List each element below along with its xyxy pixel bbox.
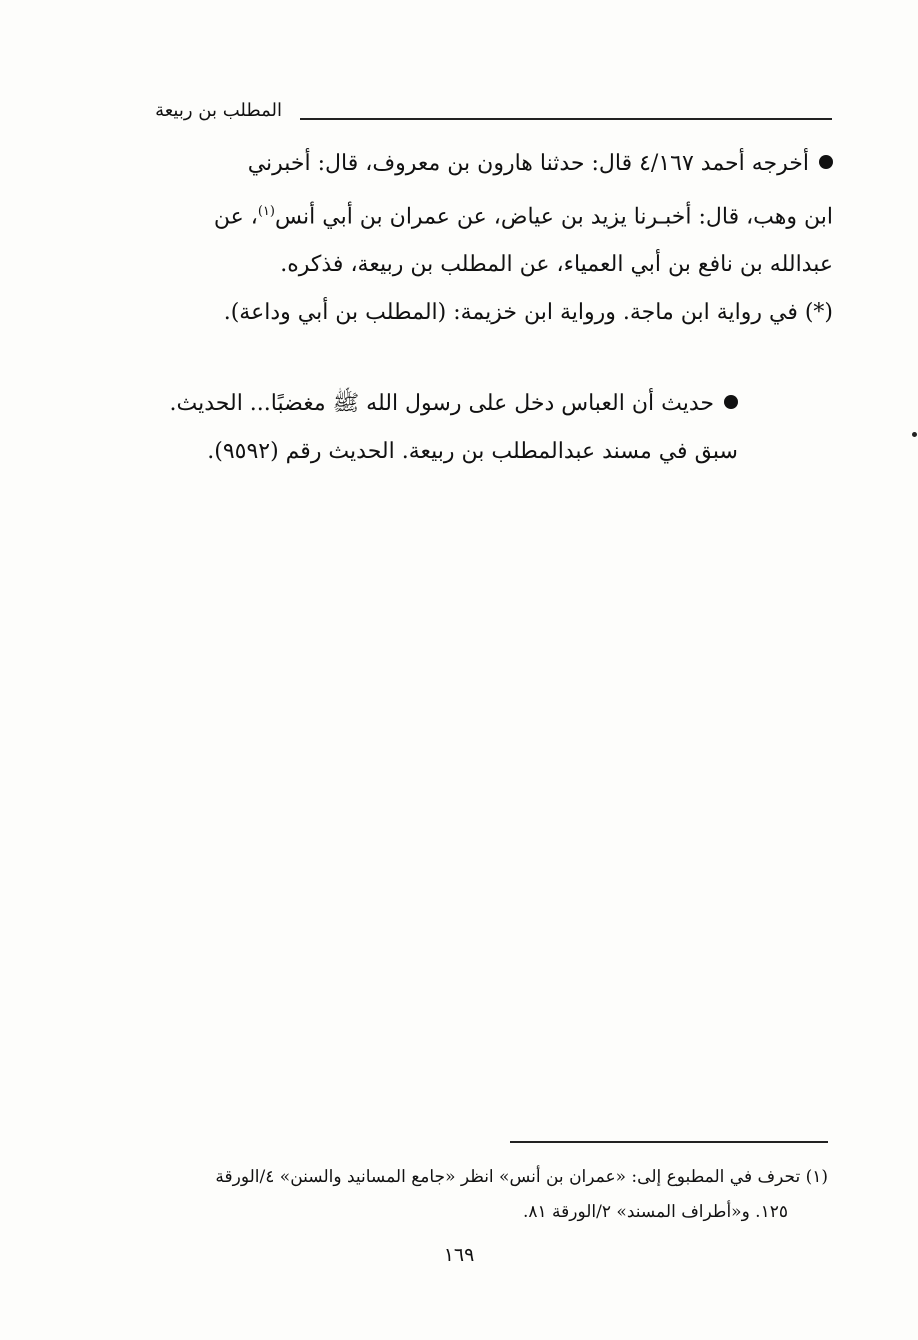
entry-1-note (138, 289, 833, 337)
entry-1-note-text: (*) في رواية ابن ماجة. ورواية ابن خزيمة: (المطلب بن أبي وداعة). (223, 300, 833, 326)
bullet-icon (724, 395, 738, 409)
footnote-rule (510, 1141, 828, 1143)
page-number: ١٦٩ (443, 1244, 475, 1266)
hadith-entry-1 (138, 140, 833, 337)
entry-1-line-3 (138, 241, 833, 289)
entry-2-line-1-text: حديث أن العباس دخل على رسول الله ﷺ مغضبًا... الحديث. (169, 391, 714, 416)
entry-1-line-2-text: ابن وهب، قال: أخبـرنا يزيد بن عياض، عن عمران بن أبي أنس (274, 204, 833, 230)
entry-1-line-1 (138, 140, 833, 188)
running-header (140, 100, 832, 130)
entry-2-line-2-text: سبق في مسند عبدالمطلب بن ربيعة. الحديث رقم (٩٥٩٢). (207, 439, 738, 464)
footnotes (138, 1160, 828, 1230)
entry-1-line-2-tail: ، عن (213, 204, 258, 230)
entry-2-line-1 (128, 380, 738, 428)
entry-1-line-2 (138, 188, 833, 241)
header-rule (300, 118, 832, 120)
entry-2-line-2 (128, 428, 738, 476)
footnote-line-2: ١٢٥. و«أطراف المسند» ٢/الورقة ٨١. (522, 1202, 788, 1222)
running-header-title: المطلب بن ربيعة (155, 100, 282, 121)
footnote-marker: (١) (257, 204, 275, 219)
hadith-entry-2 (128, 380, 738, 476)
footnote-line-1: (١) تحرف في المطبوع إلى: «عمران بن أنس» انظر «جامع المسانيد والسنن» ٤/الورقة (215, 1167, 828, 1187)
entry-1-line-3-text: عبدالله بن نافع بن أبي العمياء، عن المطلب بن ربيعة، فذكره. (280, 252, 833, 278)
entry-1-line-1-text: أخرجه أحمد ٤/١٦٧ قال: حدثنا هارون بن معروف، قال: أخبرني (247, 151, 809, 176)
bullet-icon (819, 155, 833, 169)
margin-mark (912, 432, 917, 437)
